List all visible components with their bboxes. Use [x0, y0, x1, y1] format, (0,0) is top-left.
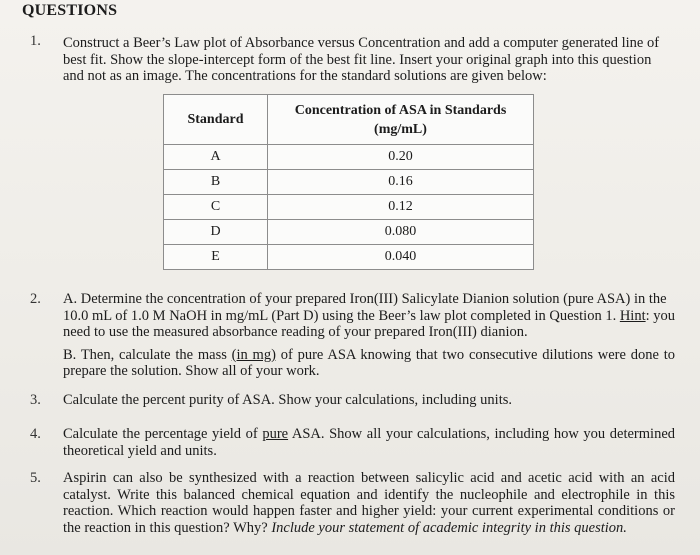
- question-4-body: [63, 426, 675, 459]
- question-4-text-b: ASA. Show all your calculations, including how you determined theoretical yield and units.: [63, 426, 676, 459]
- cell-concentration: 0.040: [268, 245, 534, 270]
- question-3-body: Calculate the percent purity of ASA. Show your calculations, including units.: [63, 392, 513, 408]
- question-4-number: 4.: [30, 426, 41, 442]
- cell-standard: C: [164, 195, 268, 220]
- question-2-part-a-hint-text: : you need to use the measured absorbance reading of your prepared Iron(III) dianion.: [63, 307, 676, 340]
- cell-concentration: 0.080: [268, 220, 534, 245]
- question-1-body: Construct a Beer’s Law plot of Absorbance versus Concentration and add a computer generated line of best fit. Show the slope-intercept form of the best fit line. Insert your original graph into this question and not as an image. The concentrations for the standard solutions are given below:: [63, 35, 660, 84]
- cell-standard: D: [164, 220, 268, 245]
- cell-concentration: 0.12: [268, 195, 534, 220]
- question-2-part-a: [63, 291, 675, 341]
- header-concentration: [268, 95, 534, 145]
- header-concentration-line1: Concentration of ASA in Standards: [294, 102, 507, 118]
- question-5-number: 5.: [30, 470, 41, 486]
- standards-table: [163, 94, 534, 270]
- question-1-number: 1.: [30, 33, 41, 49]
- table-row: [164, 145, 534, 170]
- question-2-part-b: [63, 347, 675, 380]
- cell-standard: A: [164, 145, 268, 170]
- question-5-text: [63, 470, 675, 536]
- cell-standard: B: [164, 170, 268, 195]
- header-concentration-line2: (mg/mL): [374, 121, 427, 137]
- question-2-text: [63, 291, 675, 380]
- question-2-part-a-text: A. Determine the concentration of your prepared Iron(III) Salicylate Dianion solution (pure ASA) in the 10.0 mL of 1.0 M NaOH in mg/mL (Part D) using the Beer’s law plot completed in Question 1.: [63, 291, 667, 324]
- table-row: [164, 245, 534, 270]
- question-2-part-b-rest: of pure ASA knowing that two consecutive dilutions were done to prepare the solution. Show all of your work.: [63, 346, 675, 379]
- table-row: [164, 195, 534, 220]
- cell-concentration: 0.20: [268, 145, 534, 170]
- pure-label: pure: [262, 426, 289, 442]
- question-3-number: 3.: [30, 392, 41, 408]
- header-standard: Standard: [164, 95, 268, 145]
- table-header-row: [164, 95, 534, 145]
- question-1-text: [63, 35, 675, 85]
- page-title: QUESTIONS: [22, 2, 118, 19]
- hint-label: Hint: [619, 307, 646, 324]
- question-2-number: 2.: [30, 291, 41, 307]
- question-2-part-b-text: B. Then, calculate the mass: [63, 346, 232, 363]
- table-row: [164, 220, 534, 245]
- question-3-text: [63, 392, 675, 409]
- table-row: [164, 170, 534, 195]
- question-4-text: [63, 426, 675, 459]
- question-5-text-a: Aspirin can also be synthesized with a reaction between salicylic acid and acetic acid with an acid catalyst. Write this balanced chemical equation and identify the nucleophile and electrophile in this reaction. Which reaction would happen faster and higher yield: your current experimental conditions or the reaction in this question? Why?: [63, 470, 675, 536]
- cell-concentration: 0.16: [268, 170, 534, 195]
- academic-integrity-note: Include your statement of academic integrity in this question.: [271, 519, 627, 536]
- cell-standard: E: [164, 245, 268, 270]
- question-4-text-a: Calculate the percentage yield of: [63, 426, 263, 442]
- in-mg-label: (in mg): [231, 346, 276, 363]
- question-5-body: [63, 470, 675, 536]
